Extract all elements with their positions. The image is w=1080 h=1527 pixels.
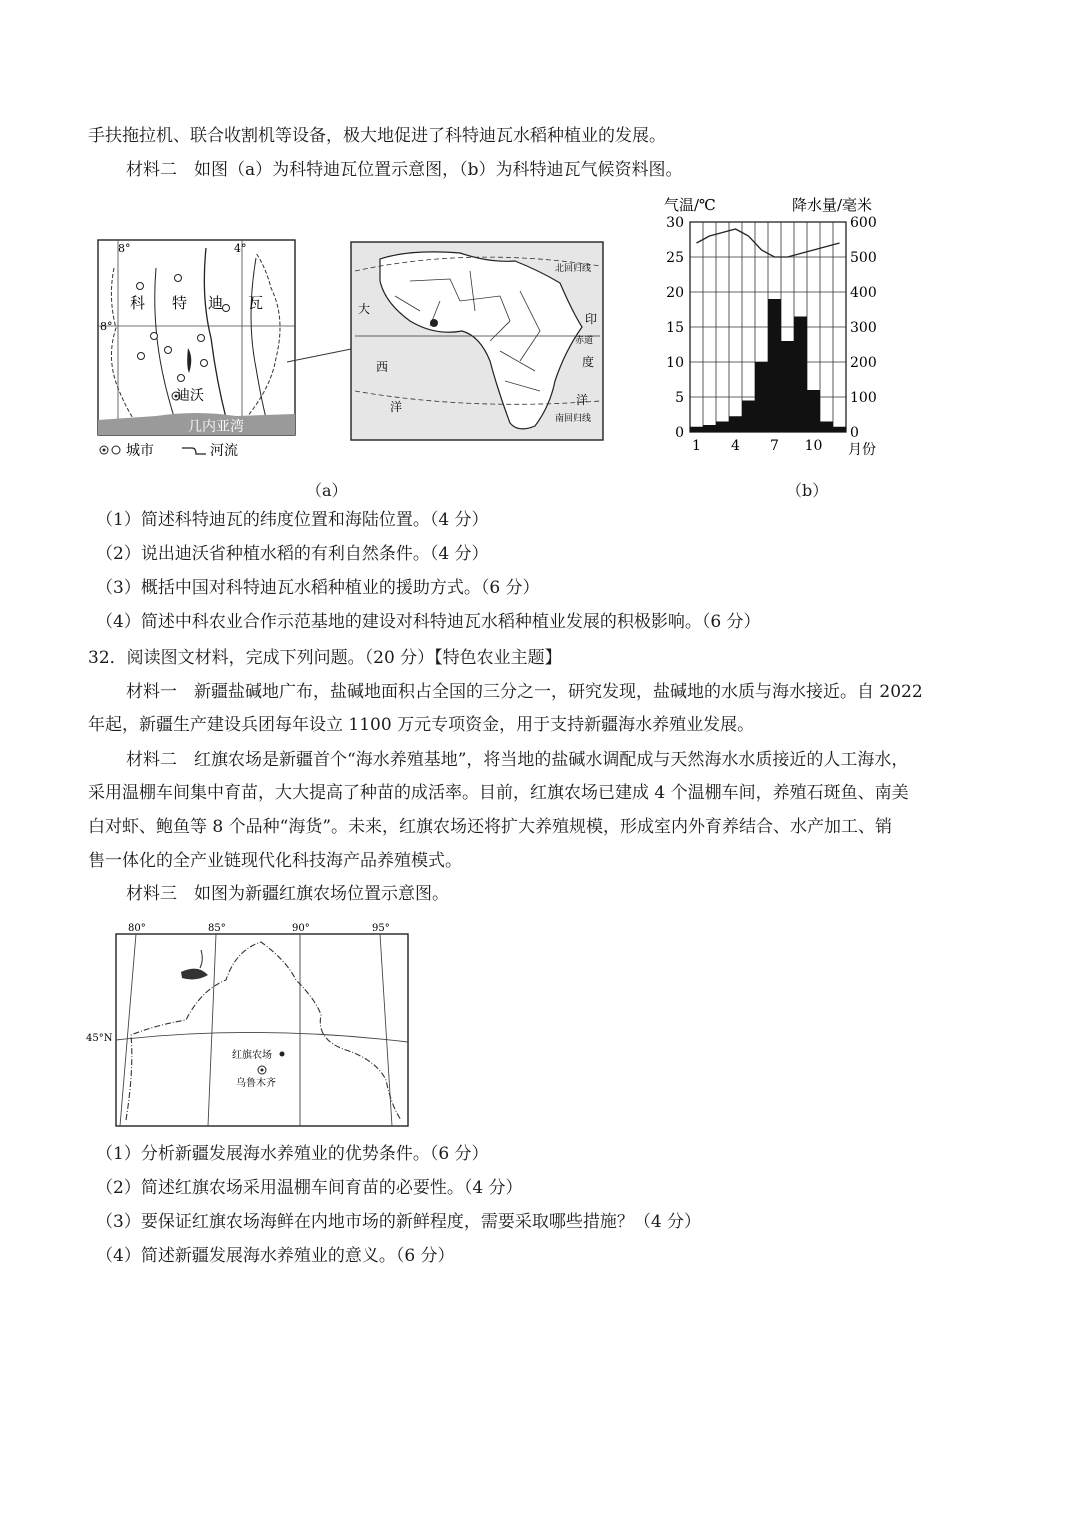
figure-a-caption: （a） <box>306 481 348 500</box>
precip-bar <box>729 416 742 432</box>
q32-sub-2: （2）简述红旗农场采用温棚车间育苗的必要性。（4 分） <box>96 1178 523 1198</box>
x-tick-label: 7 <box>770 438 779 454</box>
ocean-char: 印 <box>585 312 598 326</box>
right-tick-label: 0 <box>850 425 859 441</box>
q31-sub-4: （4）简述中科农业合作示范基地的建设对科特迪瓦水稻种植业发展的积极影响。（6 分） <box>96 612 761 632</box>
precip-bar <box>807 390 820 432</box>
tropic-label: 北回归线 <box>555 264 592 274</box>
farm-label: 红旗农场 <box>232 1050 272 1061</box>
precip-axis-label: 降水量/毫米 <box>792 196 873 214</box>
left-tick-label: 0 <box>675 425 684 441</box>
q31-sub-3: （3）概括中国对科特迪瓦水稻种植业的援助方式。（6 分） <box>96 578 540 598</box>
left-tick-label: 20 <box>666 285 684 301</box>
gulf-label: 几内亚湾 <box>188 419 244 435</box>
left-tick-label: 30 <box>666 215 684 231</box>
x-tick-label: 1 <box>692 438 701 454</box>
ocean-char: 洋 <box>576 393 589 407</box>
right-tick-label: 400 <box>850 285 877 301</box>
precip-bar <box>742 401 755 433</box>
x-tick-label: 4 <box>731 438 740 454</box>
ocean-char: 洋 <box>390 400 403 414</box>
q32-sub-3: （3）要保证红旗农场海鲜在内地市场的新鲜程度，需要采取哪些措施？（4 分） <box>96 1212 702 1232</box>
legend-river: 河流 <box>210 443 238 459</box>
ocean-char: 大 <box>358 302 371 316</box>
lon-label: 95° <box>372 923 390 934</box>
q32-m2-line1: 材料二 红旗农场是新疆首个“海水养殖基地”，将当地的盐碱水调配成与天然海水水质接近的人工海水， <box>126 750 909 770</box>
q31-sub-1: （1）简述科特迪瓦的纬度位置和海陆位置。（4 分） <box>96 510 489 530</box>
q31-sub-2: （2）说出迪沃省种植水稻的有利自然条件。（4 分） <box>96 544 489 564</box>
equator-label: 赤道 <box>575 336 594 346</box>
city-label-urumqi: 乌鲁木齐 <box>236 1078 276 1089</box>
lat-label: 45°N <box>86 1033 113 1044</box>
q32-sub-4: （4）简述新疆发展海水养殖业的意义。（6 分） <box>96 1246 455 1266</box>
paragraph-continuation: 手扶拖拉机、联合收割机等设备，极大地促进了科特迪瓦水稻种植业的发展。 <box>88 126 666 146</box>
right-tick-label: 500 <box>850 250 877 266</box>
precip-bar <box>781 341 794 432</box>
lon-label: 4° <box>234 242 247 255</box>
cote-divoire-location-map <box>96 238 298 463</box>
city-label-divo: 迪沃 <box>176 388 204 404</box>
legend-city: 城市 <box>126 443 154 459</box>
precip-bar <box>794 317 807 433</box>
q32-m3: 材料三 如图为新疆红旗农场位置示意图。 <box>126 884 449 904</box>
precip-bar <box>703 425 716 432</box>
lon-label: 90° <box>292 923 310 934</box>
tropic-label: 南回归线 <box>555 414 592 424</box>
precip-bar <box>768 299 781 432</box>
material-two-intro: 材料二 如图（a）为科特迪瓦位置示意图，（b）为科特迪瓦气候资料图。 <box>126 160 683 180</box>
right-tick-label: 600 <box>850 215 877 231</box>
africa-location-map <box>350 241 604 441</box>
lon-label: 80° <box>128 923 146 934</box>
lon-label: 85° <box>208 923 226 934</box>
country-char: 特 <box>172 294 188 312</box>
precip-bar <box>716 422 729 433</box>
q32-heading: 32．阅读图文材料，完成下列问题。（20 分）【特色农业主题】 <box>88 648 562 668</box>
precip-bar <box>820 422 833 433</box>
climate-chart <box>660 196 890 464</box>
q32-m2-line3: 白对虾、鲍鱼等 8 个品种“海货”。未来，红旗农场还将扩大养殖规模，形成室内外育养结合、水产加工、销 <box>88 817 893 837</box>
q32-sub-1: （1）分析新疆发展海水养殖业的优势条件。（6 分） <box>96 1144 489 1164</box>
temp-axis-label: 气温/℃ <box>664 196 716 214</box>
q32-m2-line4: 售一体化的全产业链现代化科技海产品养殖模式。 <box>88 851 462 871</box>
q32-m1-line1: 材料一 新疆盐碱地广布，盐碱地面积占全国的三分之一，研究发现，盐碱地的水质与海水接近。自 2022 <box>126 682 923 702</box>
left-tick-label: 10 <box>666 355 684 371</box>
precip-bar <box>833 427 846 432</box>
lat-label: 8° <box>100 320 113 333</box>
ocean-char: 西 <box>376 360 389 374</box>
country-char: 科 <box>130 294 146 312</box>
q32-m2-line2: 采用温棚车间集中育苗，大大提高了种苗的成活率。目前，红旗农场已建成 4 个温棚车间，养殖石斑鱼、南美 <box>88 783 909 803</box>
right-tick-label: 100 <box>850 390 877 406</box>
x-tick-label: 10 <box>804 438 823 454</box>
ocean-char: 度 <box>582 355 595 369</box>
lon-label: 8° <box>118 242 131 255</box>
country-char: 迪 <box>208 294 224 312</box>
figure-b-caption: （b） <box>786 481 829 500</box>
right-tick-label: 200 <box>850 355 877 371</box>
q32-m1-line2: 年起，新疆生产建设兵团每年设立 1100 万元专项资金，用于支持新疆海水养殖业发展。 <box>88 715 755 735</box>
xinjiang-farm-map <box>86 920 416 1130</box>
precip-bar <box>755 362 768 432</box>
precip-bar <box>690 427 703 432</box>
left-tick-label: 25 <box>666 250 684 266</box>
right-tick-label: 300 <box>850 320 877 336</box>
left-tick-label: 5 <box>675 390 684 406</box>
x-axis-unit: 月份 <box>848 442 876 458</box>
left-tick-label: 15 <box>666 320 684 336</box>
country-char: 瓦 <box>248 294 264 312</box>
